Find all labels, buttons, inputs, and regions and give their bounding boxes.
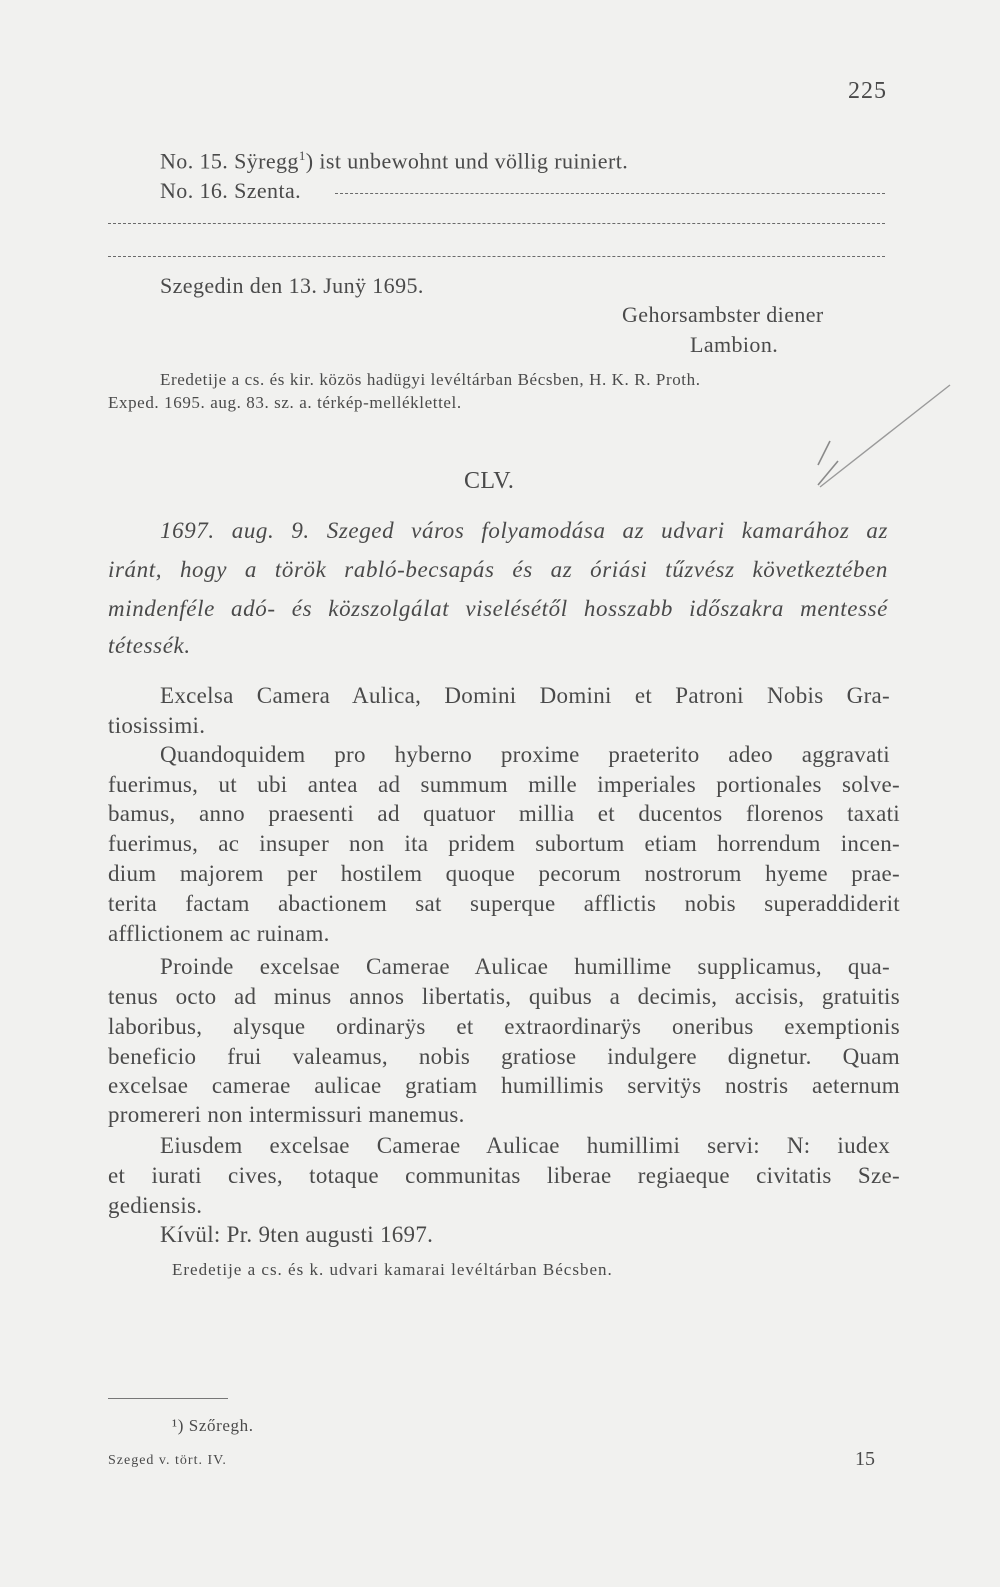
summary-line: iránt, hogy a török rabló-becsapás és az óriási tűzvész következtében xyxy=(108,557,888,582)
body-line: laboribus, alysque ordinarÿs et extraordinarÿs oneribus exemptionis xyxy=(108,1014,900,1039)
page-number: 225 xyxy=(848,78,887,104)
section-number: CLV. xyxy=(464,468,515,494)
body-line: et iurati cives, totaque communitas liberae regiaeque civitatis Sze- xyxy=(108,1163,900,1188)
body-line: Excelsa Camera Aulica, Domini Domini et Patroni Nobis Gra- xyxy=(160,683,890,708)
pencil-mark-icon xyxy=(790,375,960,500)
footer-signature-mark: Szeged v. tört. IV. xyxy=(108,1453,227,1468)
body-line: Eiusdem excelsae Camerae Aulicae humillimi servi: N: iudex xyxy=(160,1133,890,1158)
summary-line: tétessék. xyxy=(108,633,191,658)
dash-line-3 xyxy=(108,256,885,257)
header-line-no16: No. 16. Szenta. xyxy=(160,178,302,203)
footer-sheet-number: 15 xyxy=(855,1448,875,1470)
body-line: terita factam abactionem sat superque afflictis nobis superaddiderit xyxy=(108,891,900,916)
body-line: gediensis. xyxy=(108,1193,203,1218)
endorsement: Kívül: Pr. 9ten augusti 1697. xyxy=(160,1222,434,1247)
header-line-no15 xyxy=(160,148,628,174)
closing-formula: Gehorsambster diener xyxy=(622,302,824,327)
source-note-line: Exped. 1695. aug. 83. sz. a. térkép-melléklettel. xyxy=(108,393,462,412)
date-line: Szegedin den 13. Junÿ 1695. xyxy=(160,273,424,298)
body-line: tenus octo ad minus annos libertatis, quibus a decimis, accisis, gratuitis xyxy=(108,984,900,1009)
body-line: dium majorem per hostilem quoque pecorum nostrorum hyeme prae- xyxy=(108,861,900,886)
source-note-line: Eredetije a cs. és kir. közös hadügyi levéltárban Bécsben, H. K. R. Proth. xyxy=(160,370,701,389)
body-line: excelsae camerae aulicae gratiam humillimis servitÿs nostris aeternum xyxy=(108,1073,900,1098)
summary-line: 1697. aug. 9. Szeged város folyamodása az udvari kamarához az xyxy=(160,518,888,543)
footnote-ref: 1 xyxy=(298,148,306,163)
body-line: promereri non intermissuri manemus. xyxy=(108,1102,465,1127)
footnote-rule xyxy=(108,1398,228,1399)
body-line: afflictionem ac ruinam. xyxy=(108,921,330,946)
no15-suffix: ) ist unbewohnt und völlig ruiniert. xyxy=(305,148,629,174)
source-note-2: Eredetije a cs. és k. udvari kamarai levéltárban Bécsben. xyxy=(172,1260,613,1279)
body-line: tiosissimi. xyxy=(108,713,206,738)
body-line: beneficio frui valeamus, nobis gratiose indulgere dignetur. Quam xyxy=(108,1044,900,1069)
body-line: bamus, anno praesenti ad quatuor millia et ducentos florenos taxati xyxy=(108,801,900,826)
body-line: fuerimus, ac insuper non ita pridem subortum etiam horrendum incen- xyxy=(108,831,900,856)
dash-line-1 xyxy=(335,193,885,194)
body-line: Quandoquidem pro hyberno proxime praeterito adeo aggravati xyxy=(160,742,890,767)
summary-line: mindenféle adó- és közszolgálat viselésétől hosszabb időszakra mentessé xyxy=(108,596,888,621)
signature: Lambion. xyxy=(690,332,779,357)
dash-line-2 xyxy=(108,223,885,224)
body-line: fuerimus, ut ubi antea ad summum mille imperiales portionales solve- xyxy=(108,772,900,797)
body-line: Proinde excelsae Camerae Aulicae humillime supplicamus, qua- xyxy=(160,954,890,979)
no15-prefix: No. 15. Sÿregg xyxy=(160,148,299,174)
footnote: ¹) Szőregh. xyxy=(172,1416,254,1435)
